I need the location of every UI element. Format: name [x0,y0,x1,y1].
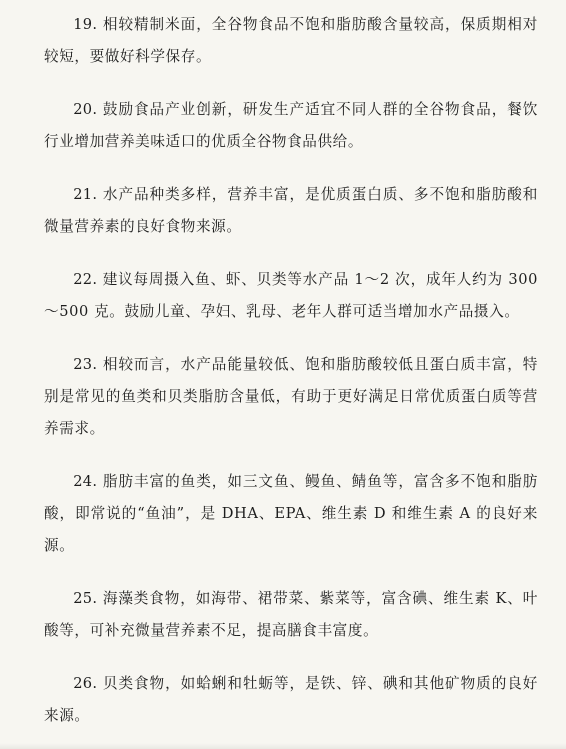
item-number: 19. [73,16,98,33]
item-number: 24. [73,473,98,490]
guideline-item-20 [44,94,538,158]
item-text: 水产品种类多样，营养丰富，是优质蛋白质、多不饱和脂肪酸和微量营养素的良好食物来源。 [44,186,538,235]
item-number: 25. [73,590,98,607]
item-text: 相较精制米面，全谷物食品不饱和脂肪酸含量较高，保质期相对较短，要做好科学保存。 [44,16,538,65]
item-text: 海藻类食物，如海带、裙带菜、紫菜等，富含碘、维生素 K、叶酸等，可补充微量营养素不足，提高膳食丰富度。 [44,590,538,639]
guideline-item-26 [44,668,538,732]
item-number: 26. [73,675,98,692]
item-number: 23. [73,356,98,373]
guideline-item-25 [44,583,538,647]
item-number: 21. [73,186,98,203]
item-text: 相较而言，水产品能量较低、饱和脂肪酸较低且蛋白质丰富，特别是常见的鱼类和贝类脂肪含量低，有助于更好满足日常优质蛋白质等营养需求。 [44,356,538,437]
item-text: 鼓励食品产业创新，研发生产适宜不同人群的全谷物食品，餐饮行业增加营养美味适口的优质全谷物食品供给。 [44,101,538,150]
item-number: 22. [73,271,98,288]
item-text: 贝类食物，如蛤蜊和牡蛎等，是铁、锌、碘和其他矿物质的良好来源。 [44,675,538,724]
guideline-item-24 [44,466,538,562]
item-text: 脂肪丰富的鱼类，如三文鱼、鳗鱼、鲭鱼等，富含多不饱和脂肪酸，即常说的“鱼油”，是 DHA、EPA、维生素 D 和维生素 A 的良好来源。 [44,473,538,554]
guideline-item-19 [44,9,538,73]
item-text: 建议每周摄入鱼、虾、贝类等水产品 1～2 次，成年人约为 300～500 克。鼓励儿童、孕妇、乳母、老年人群可适当增加水产品摄入。 [44,271,538,320]
guideline-item-21 [44,179,538,243]
guideline-item-23 [44,349,538,445]
page-edge-shadow [0,743,566,749]
guideline-item-22 [44,264,538,328]
item-number: 20. [73,101,98,118]
